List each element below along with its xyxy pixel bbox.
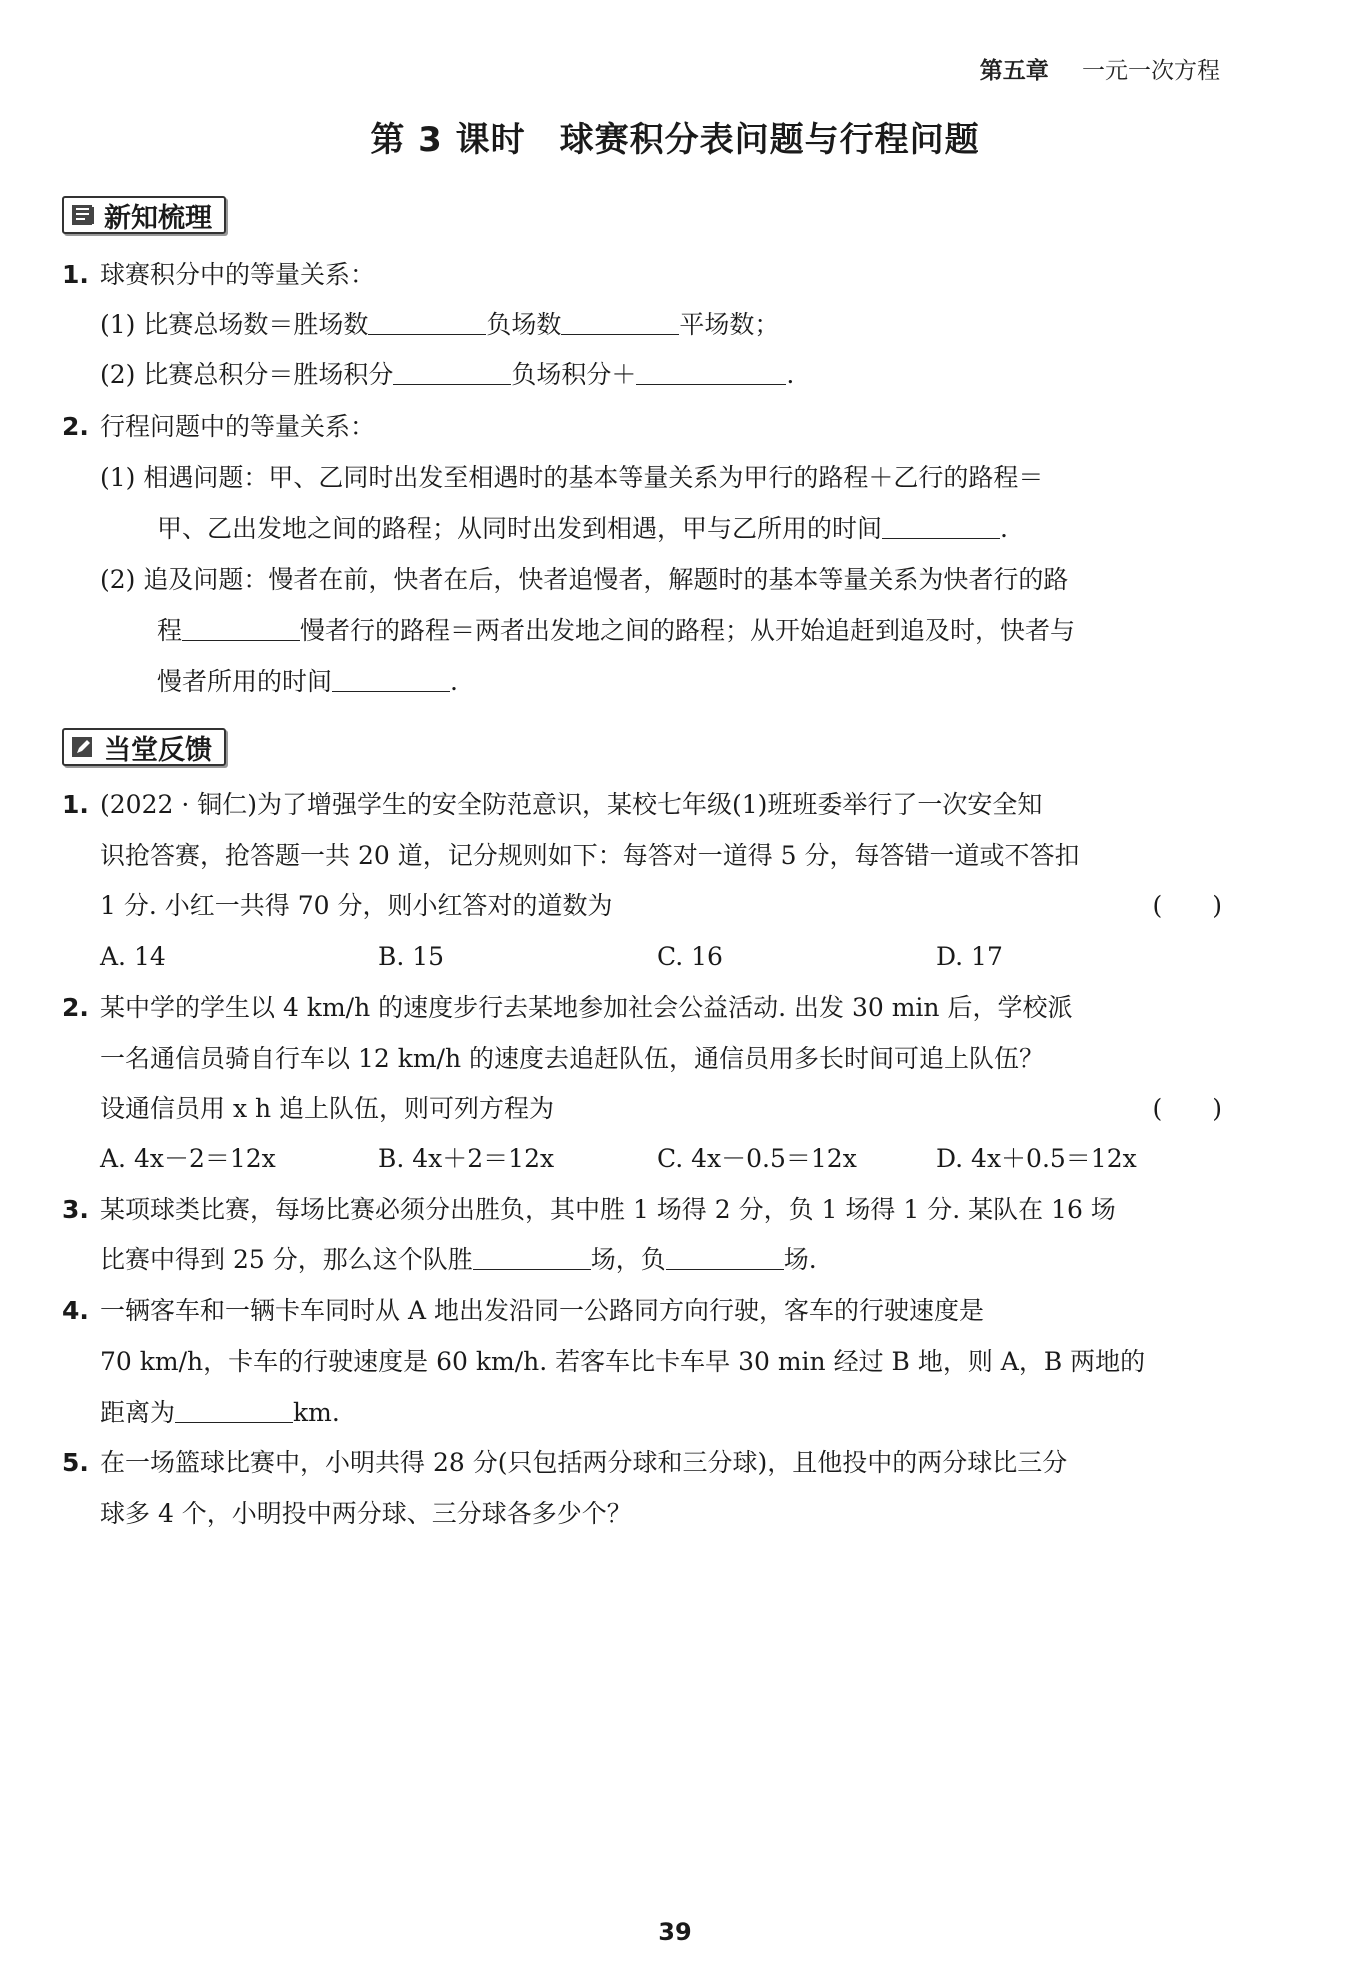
answer-blank[interactable] (561, 312, 679, 335)
text-segment: . (1000, 514, 1008, 543)
knowledge-q2-b-line3 (157, 665, 458, 699)
feedback-q1-line3 (100, 889, 1350, 923)
page-title (0, 112, 1350, 161)
feedback-q5-line2 (100, 1497, 632, 1531)
answer-blank[interactable] (882, 516, 1000, 539)
text-segment: 球多 4 个，小明投中两分球、三分球各多少个？ (100, 1499, 632, 1528)
text-segment: 平场数； (679, 310, 780, 339)
option-b[interactable]: B. 4x＋2＝12x (378, 1144, 555, 1173)
section-label: 当堂反馈 (104, 734, 212, 766)
running-header (980, 52, 1220, 85)
answer-blank[interactable] (636, 362, 786, 385)
text-segment: 比赛中得到 25 分，那么这个队胜 (100, 1245, 473, 1274)
knowledge-q2-b-line1 (100, 563, 1068, 597)
feedback-q4-line3 (100, 1396, 340, 1430)
chapter-title: 一元一次方程 (1082, 58, 1220, 84)
text-segment: (2) 比赛总积分＝胜场积分 (100, 360, 394, 389)
text-segment: 距离为 (100, 1398, 176, 1427)
feedback-q2-line3 (100, 1092, 1350, 1126)
question-number: 1. (62, 260, 89, 289)
question-text: 行程问题中的等量关系： (100, 412, 376, 441)
text-segment: . (786, 360, 795, 389)
section-label: 新知梳理 (104, 202, 212, 234)
question-number: 2. (62, 993, 89, 1022)
text-segment: 70 km/h，卡车的行驶速度是 60 km/h. 若客车比卡车早 30 min 经过 B 地，则 A，B 两地的 (100, 1347, 1146, 1376)
text-segment: 某中学的学生以 4 km/h 的速度步行去某地参加社会公益活动. 出发 30 min 后，学校派 (100, 993, 1073, 1022)
question-text: 球赛积分中的等量关系： (100, 260, 376, 289)
text-segment: . (450, 667, 458, 696)
text-segment: 慢者所用的时间 (157, 667, 333, 696)
page-number: 39 (658, 1918, 692, 1946)
feedback-q1-line2 (100, 839, 1080, 873)
answer-blank[interactable] (666, 1247, 784, 1270)
knowledge-q2-b-line2 (157, 614, 1075, 648)
pencil-icon (70, 735, 96, 759)
section-header-feedback (62, 728, 226, 766)
knowledge-q2-a-line1 (100, 461, 1043, 495)
feedback-q4-line1 (62, 1294, 984, 1328)
text-segment: 一名通信员骑自行车以 12 km/h 的速度去追赶队伍，通信员用多长时间可追上队伍？ (100, 1044, 1045, 1073)
text-segment: 某项球类比赛，每场比赛必须分出胜负，其中胜 1 场得 2 分，负 1 场得 1 分. 某队在 16 场 (100, 1195, 1116, 1224)
answer-blank[interactable] (175, 1400, 293, 1423)
question-number: 2. (62, 412, 89, 441)
text-segment: 负场积分＋ (511, 360, 637, 389)
option-c[interactable]: C. 16 (657, 942, 723, 971)
text-segment: (2022 · 铜仁)为了增强学生的安全防范意识，某校七年级(1)班班委举行了一次安全知 (100, 790, 1043, 819)
answer-blank[interactable] (182, 618, 300, 641)
question-number: 3. (62, 1195, 89, 1224)
text-segment: (2) 追及问题：慢者在前，快者在后，快者追慢者，解题时的基本等量关系为快者行的路 (100, 565, 1069, 594)
feedback-q5-line1 (62, 1446, 1067, 1480)
question-number: 1. (62, 790, 89, 819)
text-segment: 程 (157, 616, 183, 645)
option-a[interactable]: A. 4x－2＝12x (100, 1144, 276, 1173)
knowledge-q1 (62, 258, 375, 292)
answer-blank[interactable] (368, 312, 486, 335)
text-segment: 识抢答赛，抢答题一共 20 道，记分规则如下：每答对一道得 5 分，每答错一道或不答扣 (100, 841, 1080, 870)
knowledge-q1-part1 (100, 308, 779, 342)
feedback-q1-line1 (62, 788, 1042, 822)
feedback-q3-line1 (62, 1193, 1116, 1227)
option-b[interactable]: B. 15 (378, 942, 445, 971)
answer-blank[interactable] (332, 669, 450, 692)
feedback-q3-line2 (100, 1243, 817, 1277)
lesson-number: 第 3 课时 (370, 120, 526, 160)
notebook-icon (70, 203, 96, 227)
feedback-q2-line2 (100, 1042, 1044, 1076)
text-segment: 在一场篮球比赛中，小明共得 28 分(只包括两分球和三分球)，且他投中的两分球比三分 (100, 1448, 1068, 1477)
knowledge-q2-a-line2 (157, 512, 1008, 546)
knowledge-q2 (62, 410, 375, 444)
answer-blank[interactable] (473, 1247, 591, 1270)
knowledge-q1-part2 (100, 358, 794, 392)
option-a[interactable]: A. 14 (100, 942, 166, 971)
text-segment: 场. (783, 1245, 817, 1274)
text-segment: 1 分. 小红一共得 70 分，则小红答对的道数为 (100, 891, 613, 920)
text-segment: 场，负 (590, 1245, 666, 1274)
answer-paren[interactable]: ( ) (1152, 891, 1222, 920)
text-segment: 一辆客车和一辆卡车同时从 A 地出发沿同一公路同方向行驶，客车的行驶速度是 (100, 1296, 984, 1325)
option-c[interactable]: C. 4x－0.5＝12x (657, 1144, 857, 1173)
text-segment: 负场数 (486, 310, 562, 339)
question-number: 4. (62, 1296, 89, 1325)
feedback-q2-line1 (62, 991, 1072, 1025)
text-segment: 慢者行的路程＝两者出发地之间的路程；从开始追赶到追及时，快者与 (300, 616, 1076, 645)
chapter-label: 第五章 (979, 58, 1049, 84)
option-d[interactable]: D. 17 (936, 942, 1003, 971)
answer-paren[interactable]: ( ) (1152, 1094, 1222, 1123)
text-segment: 设通信员用 x h 追上队伍，则可列方程为 (100, 1094, 555, 1123)
text-segment: 甲、乙出发地之间的路程；从同时出发到相遇，甲与乙所用的时间 (157, 514, 883, 543)
section-header-new-knowledge (62, 196, 226, 234)
question-number: 5. (62, 1448, 89, 1477)
text-segment: km. (293, 1398, 340, 1427)
lesson-topic: 球赛积分表问题与行程问题 (559, 120, 980, 160)
text-segment: (1) 比赛总场数＝胜场数 (100, 310, 369, 339)
text-segment: (1) 相遇问题：甲、乙同时出发至相遇时的基本等量关系为甲行的路程＋乙行的路程＝ (100, 463, 1044, 492)
option-d[interactable]: D. 4x＋0.5＝12x (936, 1144, 1137, 1173)
feedback-q4-line2 (100, 1345, 1145, 1379)
answer-blank[interactable] (393, 362, 511, 385)
